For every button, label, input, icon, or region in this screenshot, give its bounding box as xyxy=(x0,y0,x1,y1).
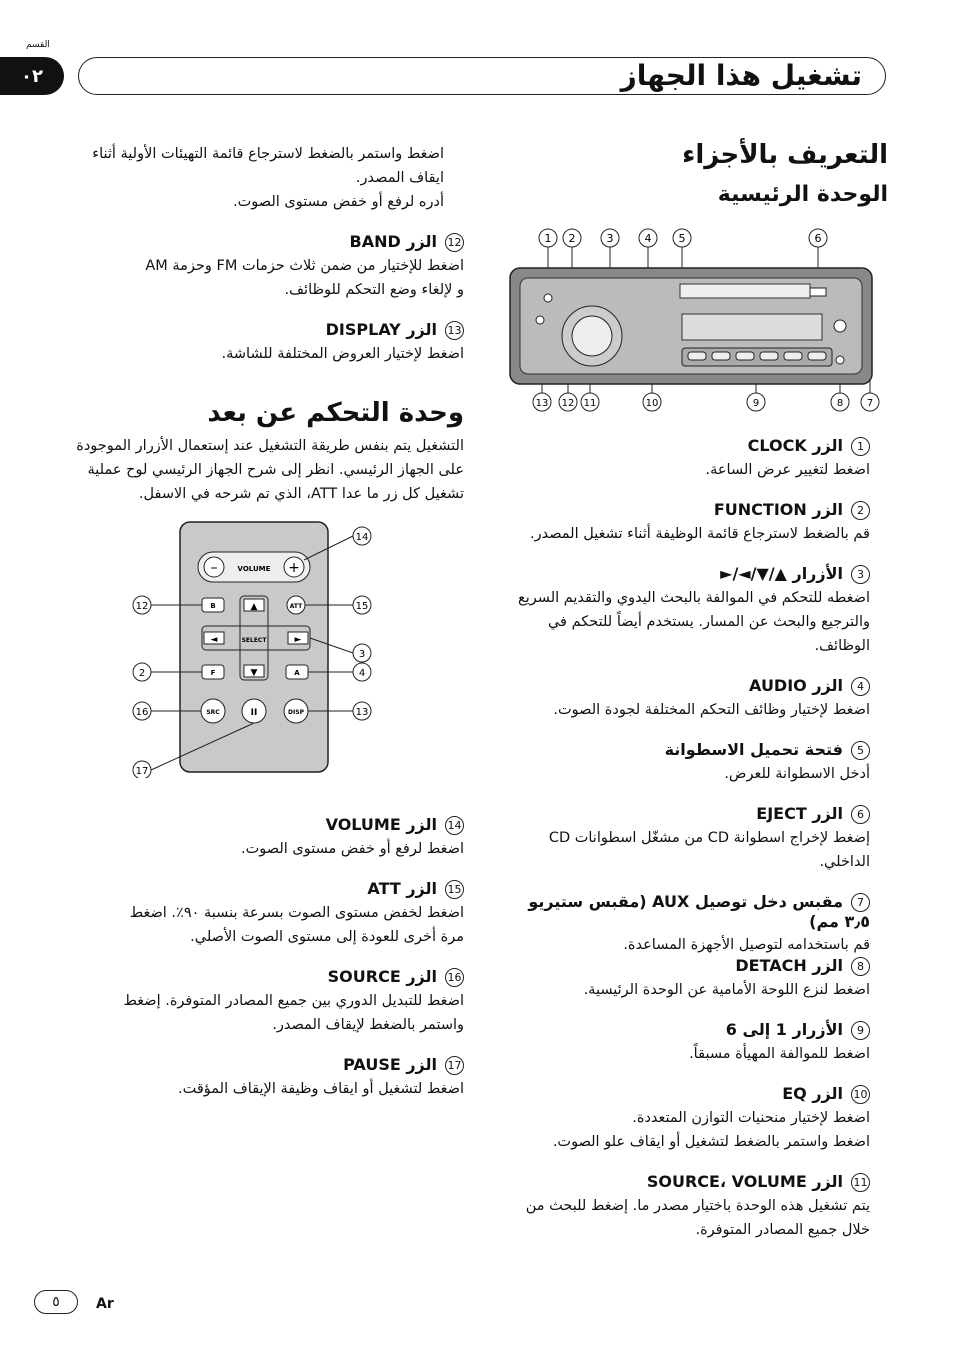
display-button xyxy=(536,316,544,324)
item-number: 6 xyxy=(851,805,870,824)
intro-text xyxy=(64,142,444,214)
item-block xyxy=(510,1172,870,1242)
callout-number: 16 xyxy=(135,707,149,718)
callout-number: 9 xyxy=(752,398,760,409)
item-text-line: اضغط لتشغيل أو ايقاف وظيفة الإيقاف المؤقت. xyxy=(178,1081,464,1097)
remote-plus-label: + xyxy=(288,560,300,576)
item-heading xyxy=(74,815,464,835)
item-heading xyxy=(74,879,464,899)
item-text-line: مرة أخرى للعودة إلى مستوى الصوت الأصلي. xyxy=(190,929,464,945)
preset-button xyxy=(736,352,754,360)
item-text-line: واستمر بالضغط لإيقاف المصدر. xyxy=(272,1017,464,1033)
remote-att-label: ATT xyxy=(289,603,303,610)
callout-number: 7 xyxy=(866,398,874,409)
item-text-line: اضغط لإختيار وظائف التحكم المختلفة لجودة الصوت. xyxy=(553,702,870,718)
item-heading xyxy=(510,1020,870,1040)
item-text-line: اضغط للتبديل الدوري بين جميع المصادر المتوفرة. إضغط xyxy=(123,993,464,1009)
head-unit-heading: الوحدة الرئيسية xyxy=(717,182,888,207)
intro-line: أدره لرفع أو خفض مستوى الصوت. xyxy=(233,194,444,210)
item-block xyxy=(510,804,870,874)
item-number: 7 xyxy=(851,893,870,912)
callout-number: 10 xyxy=(645,398,659,409)
item-heading xyxy=(510,500,870,520)
section-label: القسم xyxy=(26,40,50,50)
item-text-line: اضغط لإختيار العروض المختلفة للشاشة. xyxy=(221,346,464,362)
callout-number: 1 xyxy=(544,232,552,245)
remote-src-label: SRC xyxy=(206,709,220,716)
remote-a-label: A xyxy=(294,669,300,677)
item-block xyxy=(74,1055,464,1101)
item-text-line: اضغط لخفض مستوى الصوت بسرعة بنسبة ٩٠٪. اضغط xyxy=(129,905,464,921)
item-heading xyxy=(510,1084,870,1104)
item-number: 11 xyxy=(851,1173,870,1192)
item-block xyxy=(510,500,870,546)
item-heading xyxy=(510,804,870,824)
item-text-line: قم باستخدامه لتوصيل الأجهزة المساعدة. xyxy=(623,937,870,953)
clock-button xyxy=(544,294,552,302)
callout-number: 11 xyxy=(583,398,597,409)
preset-button xyxy=(712,352,730,360)
callout-number: 4 xyxy=(358,668,366,679)
up-arrow-icon: ▲ xyxy=(250,602,258,612)
item-title: مقبس دخل توصيل AUX (مقبس ستيريو ٣٫٥ مم) xyxy=(528,892,870,931)
callout-number: 8 xyxy=(836,398,844,409)
display-window xyxy=(682,314,822,340)
intro-line: ايقاف المصدر. xyxy=(355,170,444,186)
item-text-line: اضغط لتغيير عرض الساعة. xyxy=(705,462,870,478)
item-heading xyxy=(74,320,464,340)
language-code: Ar xyxy=(96,1296,114,1312)
item-heading xyxy=(74,232,464,252)
preset-button xyxy=(808,352,826,360)
item-number: 9 xyxy=(851,1021,870,1040)
item-text-line: اضغط لإختيار منحنيات التوازن المتعددة. xyxy=(632,1110,870,1126)
remote-f-label: F xyxy=(210,669,216,677)
item-text-line: خلال جميع المصادر المتوفرة. xyxy=(695,1222,870,1238)
item-heading xyxy=(74,967,464,987)
item-number: 1 xyxy=(851,437,870,456)
item-block xyxy=(74,815,464,861)
item-title: الزر SOURCE، VOLUME xyxy=(646,1172,843,1191)
item-title: الزر EQ xyxy=(782,1084,843,1103)
item-number: 17 xyxy=(445,1056,464,1075)
item-text-line: قم بالضغط لاسترجاع قائمة الوظيفة أثناء تشغيل المصدر. xyxy=(529,526,870,542)
item-heading xyxy=(510,892,870,931)
remote-select-label: SELECT xyxy=(241,637,267,644)
item-number: 10 xyxy=(851,1085,870,1104)
page-title: تشغيل هذا الجهاز xyxy=(620,59,862,92)
item-block xyxy=(74,879,464,949)
item-text-line: اضغط للموالفة المهيأة مسبقاً. xyxy=(689,1046,870,1062)
section-number-tab xyxy=(0,57,64,95)
item-text-line: الوظائف. xyxy=(814,638,870,654)
callout-number: 12 xyxy=(135,601,149,612)
item-title: الزر FUNCTION xyxy=(713,500,843,519)
remote-intro xyxy=(64,434,464,506)
callout-number: 14 xyxy=(355,532,369,543)
item-number: 12 xyxy=(445,233,464,252)
callout-number: 3 xyxy=(606,232,614,245)
preset-button xyxy=(688,352,706,360)
item-text-line: اضغط لنزع اللوحة الأمامية عن الوحدة الرئيسية. xyxy=(583,982,870,998)
remote-disp-label: DISP xyxy=(288,709,304,716)
callout-number: 2 xyxy=(568,232,576,245)
item-number: 8 xyxy=(851,957,870,976)
item-text-line: اضغط واستمر بالضغط لتشغيل أو ايقاف علو الصوت. xyxy=(552,1134,870,1150)
item-block xyxy=(510,956,870,1002)
remote-intro-line: تشغيل كل زر ما عدا ATT، الذي تم شرحه في الاسفل. xyxy=(138,486,464,502)
callout-number: 6 xyxy=(814,232,822,245)
item-number: 15 xyxy=(445,880,464,899)
item-text-line: إضغط لإخراج اسطوانة CD من مشغّل اسطوانات CD xyxy=(548,830,870,846)
callout-number: 13 xyxy=(535,398,549,409)
item-block xyxy=(510,436,870,482)
item-heading xyxy=(74,1055,464,1075)
preset-button xyxy=(760,352,778,360)
page-number: ٥ xyxy=(34,1290,78,1314)
item-block xyxy=(510,892,870,957)
item-title: الزر PAUSE xyxy=(343,1055,437,1074)
item-heading xyxy=(510,436,870,456)
item-number: 3 xyxy=(851,565,870,584)
item-title: الزر DISPLAY xyxy=(325,320,437,339)
remote-pause-label: II xyxy=(250,708,258,718)
item-block xyxy=(510,1084,870,1154)
head-unit-diagram xyxy=(500,222,900,422)
item-block xyxy=(510,740,870,786)
item-block xyxy=(510,564,870,658)
item-title: الزر VOLUME xyxy=(325,815,437,834)
item-number: 4 xyxy=(851,677,870,696)
eject-button xyxy=(810,288,826,296)
item-number: 2 xyxy=(851,501,870,520)
item-title: الأزرار 1 إلى 6 xyxy=(725,1020,843,1039)
item-block xyxy=(74,232,464,302)
remote-b-label: B xyxy=(210,602,216,610)
item-title: الزر EJECT xyxy=(756,804,843,823)
item-title: الزر AUDIO xyxy=(749,676,843,695)
remote-intro-line: التشغيل يتم بنفس طريقة التشغيل عند إستعمال الأزرار الموجودة xyxy=(76,438,464,454)
remote-volume-label: VOLUME xyxy=(237,565,271,573)
item-title: الزر DETACH xyxy=(735,956,843,975)
item-block xyxy=(74,320,464,366)
item-heading xyxy=(510,956,870,976)
aux-jack xyxy=(834,320,846,332)
parts-heading: التعريف بالأجزاء xyxy=(682,140,888,170)
callout-number: 17 xyxy=(135,766,149,777)
callout-number: 5 xyxy=(678,232,686,245)
item-heading xyxy=(510,564,870,584)
remote-intro-line: على الجهاز الرئيسي. انظر إلى شرح الجهاز الرئيسي لوح عملية xyxy=(87,462,464,478)
item-number: 13 xyxy=(445,321,464,340)
remote-diagram xyxy=(124,518,424,778)
callout-number: 12 xyxy=(561,398,575,409)
item-text-line: اضغط لرفع أو خفض مستوى الصوت. xyxy=(241,841,464,857)
item-heading xyxy=(510,676,870,696)
disc-slot xyxy=(680,284,810,298)
item-heading xyxy=(510,740,870,760)
item-text-line: اضغطه للتحكم في الموالفة بالبحث اليدوي والتقديم السريع xyxy=(518,590,870,606)
item-text-line: يتم تشغيل هذه الوحدة باختيار مصدر ما. إضغط للبحث من xyxy=(525,1198,870,1214)
callout-number: 15 xyxy=(355,601,369,612)
right-arrow-icon: ► xyxy=(294,635,302,645)
item-text-line: والترجيع والبحث عن المسار. يستخدم أيضاً للتحكم في xyxy=(547,614,870,630)
callout-number: 13 xyxy=(355,707,369,718)
left-arrow-icon: ◄ xyxy=(210,635,218,645)
item-block xyxy=(510,1020,870,1066)
down-arrow-icon: ▼ xyxy=(250,668,258,678)
preset-button xyxy=(784,352,802,360)
item-title: الزر BAND xyxy=(349,232,437,251)
item-title: فتحة تحميل الاسطوانة xyxy=(664,740,843,759)
item-title: الزر CLOCK xyxy=(747,436,843,455)
remote-minus-label: – xyxy=(210,560,218,576)
item-number: 14 xyxy=(445,816,464,835)
intro-line: اضغط واستمر بالضغط لاسترجاع قائمة التهيئات الأولية أثناء xyxy=(92,146,444,162)
item-number: 16 xyxy=(445,968,464,987)
item-block xyxy=(74,967,464,1037)
detach-button xyxy=(836,356,844,364)
item-text-line: الداخلي. xyxy=(819,854,870,870)
remote-heading: وحدة التحكم عن بعد xyxy=(207,398,464,428)
section-number: ٠٢ xyxy=(21,65,43,87)
item-title: الأزرار ▲/▼/◄/► xyxy=(720,564,843,583)
callout-number: 2 xyxy=(138,668,146,679)
item-heading xyxy=(510,1172,870,1192)
item-text-line: و لإلغاء وضع التحكم للوظائف. xyxy=(284,282,464,298)
callout-number: 4 xyxy=(644,232,652,245)
callout-number: 3 xyxy=(358,649,366,660)
item-number: 5 xyxy=(851,741,870,760)
item-block xyxy=(510,676,870,722)
item-text-line: اضغط للإختيار من ضمن ثلاث حزمات FM وحزمة AM xyxy=(145,258,464,274)
item-title: الزر ATT xyxy=(367,879,437,898)
item-title: الزر SOURCE xyxy=(327,967,437,986)
item-text-line: أدخل الاسطوانة للعرض. xyxy=(724,766,870,782)
